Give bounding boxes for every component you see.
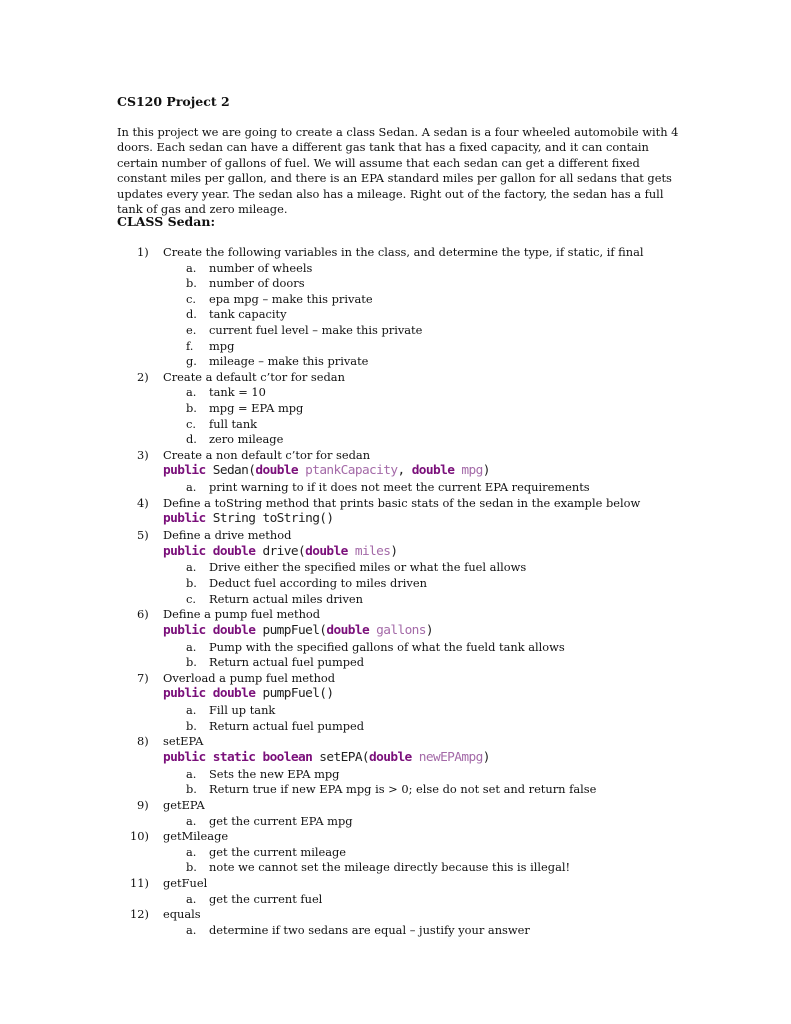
sub-item-text: Sets the new EPA mpg (209, 766, 340, 781)
sub-item-text: get the current EPA mpg (209, 813, 353, 828)
list-item-number: 2) (137, 369, 149, 384)
sub-item (0, 276, 791, 292)
code-line (163, 463, 490, 480)
list-item-text: setEPA (163, 734, 204, 749)
code-token: ) (425, 622, 433, 638)
sub-item-text: Return actual miles driven (209, 591, 363, 606)
list-item-text: Create a non default c’tor for sedan (163, 447, 371, 462)
code-line (163, 623, 433, 640)
list-item-text: getEPA (163, 798, 205, 812)
method-signature (0, 623, 791, 640)
sub-item-letter: c. (186, 591, 197, 606)
sub-item-letter: a. (186, 560, 197, 575)
code-line (163, 750, 490, 767)
sub-item-letter: a. (186, 891, 197, 906)
sub-item (0, 860, 791, 876)
sub-item-letter: a. (186, 260, 197, 275)
list-item-number: 1) (137, 245, 149, 259)
code-token: ) (482, 463, 490, 479)
sub-item-letter: b. (186, 782, 197, 797)
code-token: double (369, 750, 419, 766)
list-item (0, 607, 791, 623)
sub-item-text: Drive either the specified miles or what the fuel allows (209, 560, 527, 575)
sub-item-text: print warning to if it does not meet the current EPA requirements (209, 480, 590, 495)
sub-item-text: Return true if new EPA mpg is > 0; else do not set and return false (209, 782, 597, 797)
list-item-number: 11) (130, 875, 149, 890)
code-token: double (411, 463, 462, 479)
list-item-text: Overload a pump fuel method (163, 670, 336, 685)
sub-item-letter: b. (186, 276, 197, 291)
code-token: drive( (262, 543, 306, 559)
sub-item-text: mpg (209, 338, 235, 353)
list-item (0, 370, 791, 386)
method-signature (0, 463, 791, 480)
sub-item-letter: d. (186, 432, 197, 447)
sub-item-letter: g. (186, 354, 197, 369)
list-item (0, 245, 791, 261)
list-item (0, 496, 791, 512)
list-item-number: 6) (137, 607, 149, 622)
code-line (163, 544, 397, 561)
sub-item-letter: a. (186, 480, 197, 495)
sub-item-letter: f. (186, 338, 194, 353)
list-item-number: 5) (137, 528, 149, 543)
sub-item-text: note we cannot set the mileage directly because this is illegal! (209, 860, 571, 875)
sub-item (0, 292, 791, 308)
sub-item (0, 782, 791, 798)
code-token: public (163, 463, 213, 479)
page-title: CS120 Project 2 (117, 94, 230, 109)
sub-item-text: get the current fuel (209, 891, 323, 906)
list-item (0, 829, 791, 845)
sub-item (0, 814, 791, 830)
sub-item (0, 845, 791, 861)
code-token: double (255, 463, 306, 479)
code-token: public double (163, 543, 263, 559)
sub-item-letter: e. (186, 322, 197, 337)
sub-item (0, 703, 791, 719)
sub-item-text: epa mpg – make this private (209, 291, 373, 306)
sub-item (0, 261, 791, 277)
sub-item-letter: c. (186, 416, 197, 431)
sub-item-letter: a. (186, 639, 197, 654)
sub-item-letter: c. (186, 291, 197, 306)
code-token: ) (390, 543, 398, 559)
list-item-number: 8) (137, 734, 149, 749)
list-item-number: 7) (137, 670, 149, 685)
list-item (0, 876, 791, 892)
list-item-text: Create a default c’tor for sedan (163, 369, 345, 384)
code-token: gallons (376, 622, 426, 638)
sub-item-text: Pump with the specified gallons of what the fueld tank allows (209, 639, 565, 654)
sub-item-letter: b. (186, 576, 197, 591)
list-item (0, 798, 791, 814)
code-token: newEPAmpg (418, 750, 483, 766)
code-line (163, 511, 334, 528)
sub-item (0, 385, 791, 401)
sub-item (0, 767, 791, 783)
sub-item (0, 354, 791, 370)
sub-item-text: tank = 10 (209, 385, 266, 400)
sub-item (0, 401, 791, 417)
list-item (0, 671, 791, 687)
sub-item (0, 892, 791, 908)
sub-item (0, 339, 791, 355)
sub-item-text: Fill up tank (209, 703, 276, 718)
sub-item-text: Return actual fuel pumped (209, 718, 365, 733)
sub-item-text: determine if two sedans are equal – justify your answer (209, 922, 530, 937)
sub-item-letter: a. (186, 766, 197, 781)
sub-item-text: number of wheels (209, 260, 313, 275)
list-item (0, 907, 791, 923)
sub-item (0, 432, 791, 448)
code-token: String toString() (212, 511, 334, 527)
sub-item-text: mpg = EPA mpg (209, 400, 304, 415)
sub-item-text: mileage – make this private (209, 354, 369, 369)
sub-item-letter: a. (186, 813, 197, 828)
sub-item-text: number of doors (209, 276, 305, 291)
code-token: Sedan( (212, 463, 256, 479)
method-signature (0, 544, 791, 561)
code-token: pumpFuel( (262, 622, 327, 638)
method-signature (0, 511, 791, 528)
code-token: double (326, 622, 377, 638)
list-item-text: equals (163, 907, 201, 922)
list-item-text: Define a drive method (163, 528, 292, 543)
method-signature (0, 750, 791, 767)
code-token: double (305, 543, 355, 559)
sub-item-letter: b. (186, 860, 197, 875)
sub-item (0, 417, 791, 433)
code-token: public static boolean (163, 750, 320, 766)
list-item (0, 448, 791, 464)
sub-item-letter: a. (186, 844, 197, 859)
sub-item-text: current fuel level – make this private (209, 322, 423, 337)
sub-item (0, 307, 791, 323)
sub-item-letter: a. (186, 703, 197, 718)
code-line (163, 686, 334, 703)
requirements-list (0, 245, 791, 938)
class-heading: CLASS Sedan: (117, 214, 216, 229)
sub-item (0, 923, 791, 939)
code-token: mpg (461, 463, 483, 479)
list-item-text: Define a toString method that prints basic stats of the sedan in the example below (163, 495, 641, 510)
list-item-number: 12) (130, 907, 149, 922)
code-token: setEPA( (319, 750, 370, 766)
sub-item-letter: b. (186, 718, 197, 733)
list-item-number: 4) (137, 495, 149, 510)
list-item (0, 734, 791, 750)
sub-item-letter: a. (186, 922, 197, 937)
method-signature (0, 686, 791, 703)
intro-paragraph: In this project we are going to create a class Sedan. A sedan is a four wheeled automobile with 4 doors. Each sedan can have a different gas tank that has a fixed capacity, and it can contain certain number of gallons of fuel. We will assume that each sedan can get a different fixed constant miles per gallon, and there is an EPA standard miles per gallon for all sedans that gets updates every year. The sedan also has a mileage. Right out of the factory, the sedan has a full tank of gas and zero mileage. (117, 125, 679, 217)
sub-item (0, 655, 791, 671)
list-item-text: getFuel (163, 875, 208, 890)
sub-item-text: zero mileage (209, 432, 284, 447)
code-token: pumpFuel() (262, 686, 334, 702)
list-item-text: Define a pump fuel method (163, 607, 321, 622)
code-token: public (163, 511, 213, 527)
sub-item-text: Return actual fuel pumped (209, 655, 365, 670)
sub-item-letter: b. (186, 655, 197, 670)
sub-item-text: tank capacity (209, 307, 287, 322)
sub-item-text: get the current mileage (209, 844, 347, 859)
list-item-number: 3) (137, 447, 149, 462)
code-token: , (397, 463, 412, 479)
sub-item (0, 480, 791, 496)
sub-item (0, 560, 791, 576)
list-item-text: getMileage (163, 829, 229, 844)
sub-item (0, 576, 791, 592)
list-item-number: 10) (130, 829, 149, 844)
code-token: ptankCapacity (305, 463, 398, 479)
sub-item (0, 640, 791, 656)
code-token: public double (163, 686, 263, 702)
list-item-text: Create the following variables in the class, and determine the type, if static, if final (163, 245, 644, 259)
sub-item (0, 719, 791, 735)
code-token: ) (482, 750, 490, 766)
sub-item-letter: b. (186, 400, 197, 415)
list-item-number: 9) (137, 798, 149, 812)
code-token: public double (163, 622, 263, 638)
sub-item (0, 323, 791, 339)
sub-item (0, 592, 791, 608)
sub-item-text: full tank (209, 416, 258, 431)
code-token: miles (354, 543, 391, 559)
sub-item-letter: a. (186, 385, 197, 400)
list-item (0, 528, 791, 544)
sub-item-letter: d. (186, 307, 197, 322)
sub-item-text: Deduct fuel according to miles driven (209, 576, 427, 591)
